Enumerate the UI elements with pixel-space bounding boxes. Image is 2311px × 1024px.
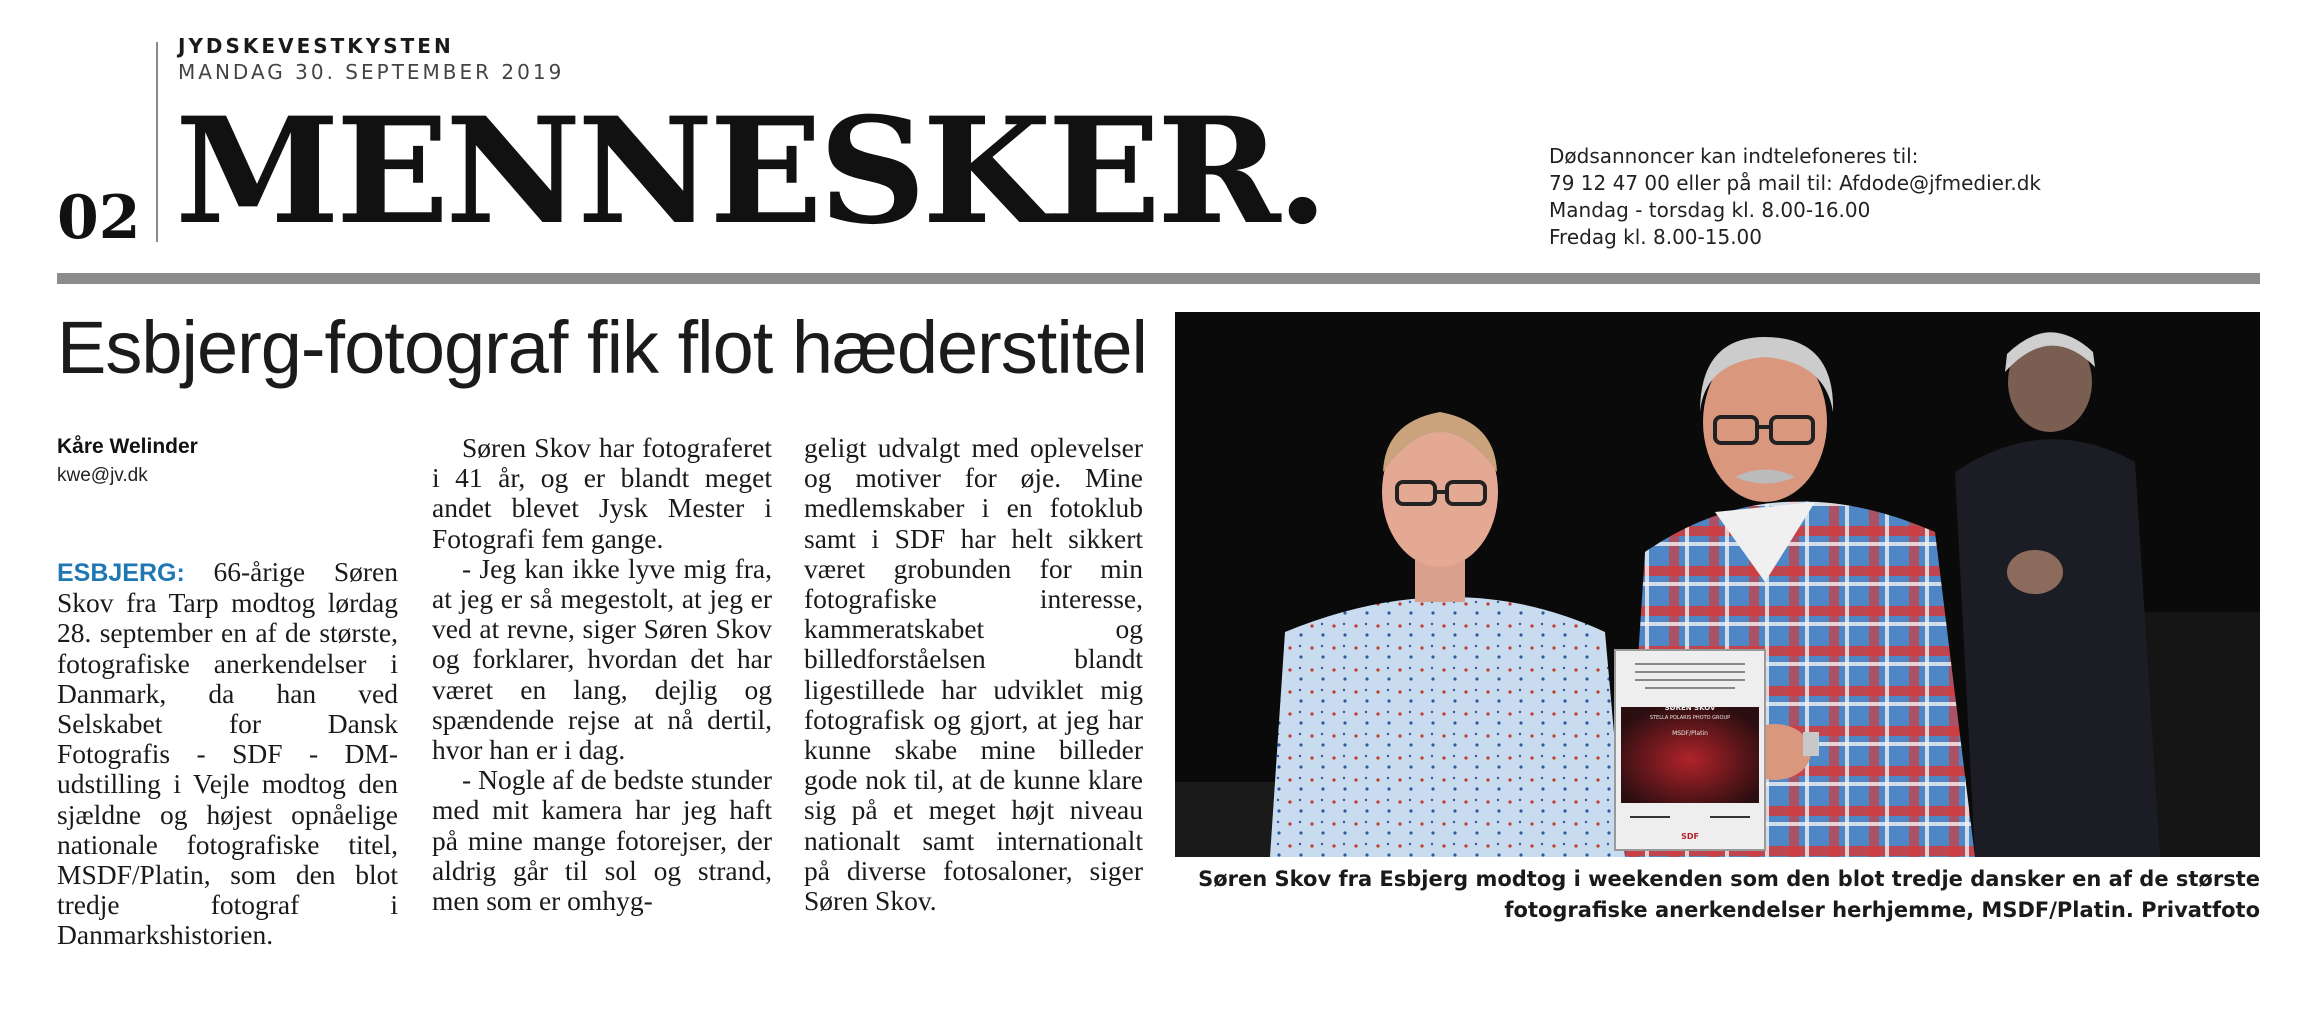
body-paragraph: - Jeg kan ikke lyve mig fra, at jeg er så megestolt, at jeg er ved at revne, siger Søren Skov og forklarer, hvordan det har været en lang, dejlig og spændende rejse at nå dertil, hvor han er i dag.: [432, 552, 772, 766]
publication-date: MANDAG 30. SEPTEMBER 2019: [178, 60, 565, 84]
page-number: 02: [57, 183, 141, 253]
article-column-1: [57, 557, 398, 951]
byline-email[interactable]: kwe@jv.dk: [57, 465, 148, 486]
article-headline: Esbjerg-fotograf fik flot hæderstitel: [57, 306, 1147, 389]
masthead-divider: [156, 42, 158, 242]
certificate: [1615, 650, 1765, 850]
obituary-notice: [1549, 143, 2229, 251]
certificate-title: MSDF/Platin: [1672, 730, 1708, 737]
photo-illustration: [1175, 312, 2260, 857]
body-paragraph: geligt udvalgt med oplevelser og motiver for øje. Mine medlemskaber i en fotoklub samt i SDF har helt sikkert været grobunden for min fotografiske interesse, kammeratskabet og billedforståelsen blandt ligestillede har udviklet mig fotografisk og gjort, at jeg har kunne skabe mine billeder gode nok til, at de kunne klare sig på et meget højt niveau nationalt samt internationalt på diverse fotosaloner, siger Søren Skov.: [804, 432, 1143, 917]
certificate-group: STELLA POLARIS PHOTO GROUP: [1649, 715, 1731, 721]
photo-caption: [1175, 864, 2260, 926]
certificate-name: SØREN SKOV: [1664, 704, 1716, 712]
notice-line: Mandag - torsdag kl. 8.00-16.00: [1549, 198, 1871, 222]
caption-line: fotografiske anerkendelser herhjemme, MSDF/Platin. Privatfoto: [1504, 898, 2260, 922]
notice-line: 79 12 47 00 eller på mail til: Afdode@jfmedier.dk: [1549, 171, 2042, 195]
article-column-3: [804, 433, 1143, 916]
article-column-2: [432, 433, 772, 916]
publication-name: JYDSKEVESTKYSTEN: [178, 34, 454, 58]
notice-line: Dødsannoncer kan indtelefoneres til:: [1549, 144, 1919, 168]
lead-text: 66-årige Søren Skov fra Tarp modtog lørdag 28. september en af de største, fotografiske anerkendelser i Danmark, da han ved Selskabet for Dansk Fotografis - SDF - DM-udstilling i Vejle modtog den sjældne og højest opnåelige nationale fotografiske titel, MSDF/Platin, som den blot tredje fotograf i Danmarkshistorien.: [57, 556, 398, 951]
body-paragraph: Søren Skov har fotograferet i 41 år, og er blandt meget andet blevet Jysk Mester i Fotografi fem gange.: [432, 432, 772, 554]
dateline: ESBJERG:: [57, 559, 185, 587]
body-paragraph: - Nogle af de bedste stunder med mit kamera har jeg haft på mine mange fotorejser, der aldrig går til sol og strand, men som er omhyg-: [432, 764, 772, 917]
header-rule: [57, 273, 2260, 284]
certificate-logo: SDF: [1681, 832, 1699, 841]
article-photo: [1175, 312, 2260, 857]
byline-author: Kåre Welinder: [57, 435, 198, 458]
caption-line: Søren Skov fra Esbjerg modtog i weekenden som den blot tredje dansker en af de største: [1198, 867, 2260, 891]
section-title: MENNESKER.: [175, 86, 1325, 257]
notice-line: Fredag kl. 8.00-15.00: [1549, 225, 1762, 249]
